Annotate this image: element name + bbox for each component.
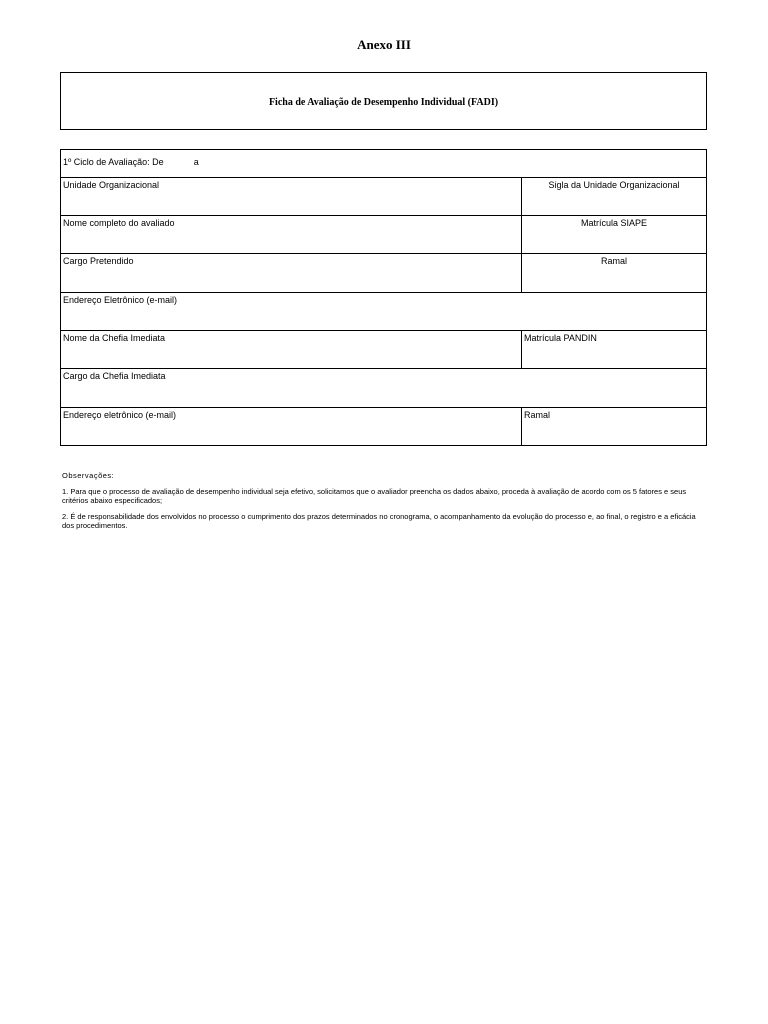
form-title: Ficha de Avaliação de Desempenho Individual (FADI) (268, 96, 499, 108)
matricula-siape-label: Matrícula SIAPE (580, 218, 648, 228)
cargo-chefia-label: Cargo da Chefia Imediata (63, 371, 166, 381)
note-item-2: 2. É de responsabilidade dos envolvidos no processo o cumprimento dos prazos determinados no cronograma, o acompanhamento da evolução do processo e, ao final, o registro e a eficácia dos procedimentos. (62, 512, 696, 530)
notes-heading: Observações: (62, 471, 115, 480)
nome-avaliado-label: Nome completo do avaliado (63, 218, 175, 228)
cycle-row (61, 150, 706, 178)
email-row (61, 293, 706, 331)
email-chefia-row (61, 408, 706, 446)
matricula-pandin-label: Matrícula PANDIN (524, 333, 597, 343)
chefia-row (61, 331, 706, 369)
ramal-label: Ramal (600, 256, 627, 266)
avaliado-row (61, 216, 706, 254)
ramal-chefia-field[interactable] (522, 408, 706, 445)
ramal-chefia-label: Ramal (524, 410, 551, 420)
unit-row (61, 178, 706, 216)
nome-chefia-label: Nome da Chefia Imediata (63, 333, 166, 343)
matricula-siape-field[interactable] (522, 216, 706, 253)
cycle-label: 1º Ciclo de Avaliação: De (63, 157, 164, 167)
cargo-row (61, 254, 706, 293)
email-chefia-field[interactable] (61, 408, 522, 445)
cycle-field[interactable] (61, 150, 706, 177)
nome-avaliado-field[interactable] (61, 216, 522, 253)
evaluation-form (60, 149, 707, 446)
notes-section (62, 471, 704, 537)
sigla-unidade-field[interactable] (522, 178, 706, 215)
email-chefia-label: Endereço eletrônico (e-mail) (63, 410, 177, 420)
cargo-pretendido-label: Cargo Pretendido (63, 256, 134, 266)
unidade-organizacional-field[interactable] (61, 178, 522, 215)
email-avaliado-label: Endereço Eletrônico (e-mail) (63, 295, 178, 305)
cycle-to-label: a (193, 157, 199, 167)
matricula-pandin-field[interactable] (522, 331, 706, 368)
nome-chefia-field[interactable] (61, 331, 522, 368)
cargo-pretendido-field[interactable] (61, 254, 522, 292)
form-title-box (60, 72, 707, 130)
email-avaliado-field[interactable] (61, 293, 706, 330)
ramal-field[interactable] (522, 254, 706, 292)
unidade-organizacional-label: Unidade Organizacional (63, 180, 160, 190)
sigla-unidade-label: Sigla da Unidade Organizacional (548, 180, 680, 190)
note-item-1: 1. Para que o processo de avaliação de desempenho individual seja efetivo, solicitamos que o avaliador preencha os dados abaixo, proceda à avaliação de acordo com os 5 fatores e seus critérios abaixo especificados; (62, 487, 687, 505)
cargo-chefia-field[interactable] (61, 369, 706, 407)
cargo-chefia-row (61, 369, 706, 408)
annex-title: Anexo III (357, 37, 411, 52)
